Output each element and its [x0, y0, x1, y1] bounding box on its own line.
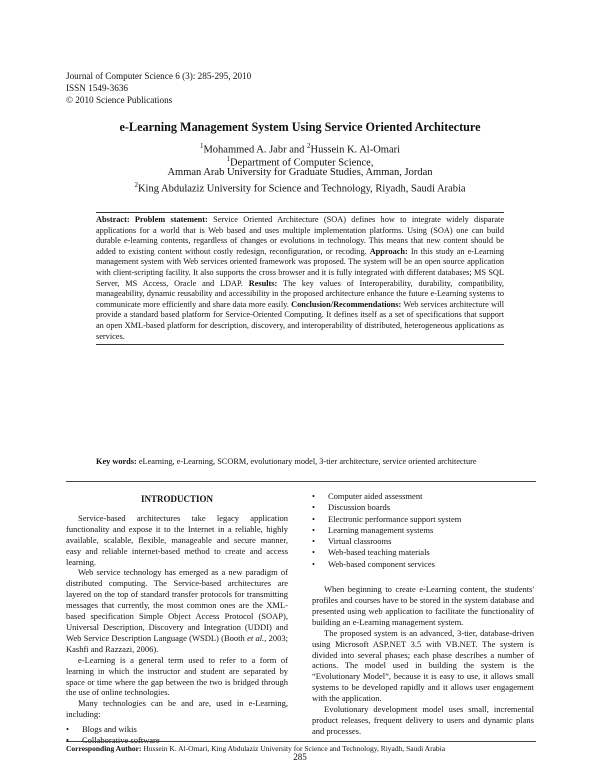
intro-p2-text: Web service technology has emerged as a new paradigm of distributed computing. The Service-based architectures are layered on the top of standard transfer protocols for transmitting messages that currently, the most common ones are the XML-based specification Simple Object Access Protocol (SOAP), Universal Description, Discovery and Integration (UDDI) and Web Service Description Language (WSDL) (Booth: [66, 567, 288, 643]
abstract-results-label: Results:: [248, 278, 278, 288]
abstract-approach-text: In this study an e-Learning management system with Web services oriented framework was proposed. The system will be an open source application with client-scripting facility. It also supports the cross browser and it is fully integrated with different databases; MS SQL Server, MS Access, Oracle and LDAP.: [96, 246, 504, 288]
list-item: • Blogs and wikis: [66, 724, 288, 735]
section-heading-introduction: INTRODUCTION: [140, 494, 213, 504]
list-item: • Electronic performance support system: [312, 514, 534, 525]
aff1-line1: Department of Computer Science,: [230, 157, 374, 169]
abstract-problem-label: Abstract: Problem statement:: [96, 215, 208, 224]
aff2-sup: 2: [134, 181, 138, 189]
body-paragraph-1: When beginning to create e-Learning content, the students' profiles and courses have to be stored in the system database and presented using web application to facilitate the functionality of building an e-Learning management system.: [312, 584, 534, 627]
abstract-conclusion-text: Web services architecture will provide a standard based platform for Service-Oriented Computing. It defines itself as a set of specifications that support an open XML-based platform for description, discovery, and interoperability of distributed, heterogeneous applications as services.: [96, 299, 504, 341]
abstract-results-text: The key values of Interoperability, durability, compatibility, manageability, dynamic reusability and accessibility in the proposed architecture enhance the future e-Learning systems to communicate more efficiently and share data more easily.: [96, 278, 504, 309]
keywords-text: eLearning, e-Learning, SCORM, evolutionary model, 3-tier architecture, service oriented architecture: [138, 457, 477, 466]
corresponding-author-label: Corresponding Author:: [66, 744, 142, 753]
keywords: [96, 457, 504, 468]
list-item: • Discussion boards: [312, 502, 534, 513]
body-paragraph-3: Evolutionary development model uses small, incremental product releases, frequent delivery to users and dynamic plans and processes.: [312, 704, 534, 736]
intro-p2-italic: et al.: [247, 632, 265, 643]
list-item: • Computer aided assessment: [312, 491, 534, 502]
intro-paragraph-2: [66, 567, 288, 654]
aff1-sup: 1: [226, 155, 231, 163]
intro-paragraph-4: Many technologies can be and are, used in e-Learning, including:: [66, 698, 288, 720]
paper-title: e-Learning Management System Using Service Oriented Architecture: [119, 120, 481, 134]
abstract-conclusion-label: Conclusion/Recommendations:: [291, 299, 402, 309]
intro-paragraph-3: e-Learning is a general term used to refer to a form of learning in which the instructor and student are separated by space or time where the gap between the two is bridged through the use of online technologies.: [66, 654, 288, 698]
journal-citation: Journal of Computer Science 6 (3): 285-295, 2010: [66, 71, 252, 81]
list-item: • Virtual classrooms: [312, 536, 534, 547]
intro-p2-cite: , 2003; Kashfi and Razzazi, 2006).: [66, 632, 288, 654]
aff2: King Abdulaziz University for Science and Technology, Riyadh, Saudi Arabia: [137, 183, 466, 195]
list-item: • Web-based teaching materials: [312, 547, 534, 558]
author1: Mohammed A. Jabr and: [203, 144, 307, 156]
abstract-problem-text: Service Oriented Architecture (SOA) defines how to integrate widely disparate applications for a world that is Web based and uses multiple implementation platforms. Using (SOA) one can build durable e-learning contents, regardless of changes or evolutions in technology. This means that new content should be added to existing content without costly redesign, reconfiguration, or recoding.: [96, 215, 504, 256]
intro-paragraph-1: Service-based architectures take legacy application functionality and expose it to the Internet in a reliable, highly available, scalable, flexible, manageable and secure manner, easy and reliable internet-based method to create and access learning.: [66, 512, 288, 567]
left-column: [66, 494, 288, 747]
abstract-box: [96, 212, 504, 345]
author1-sup: 1: [199, 142, 204, 150]
issn: ISSN 1549-3636: [66, 83, 129, 93]
right-column: [312, 491, 534, 737]
author2-sup: 2: [306, 142, 311, 150]
abstract-approach-label: Approach:: [369, 246, 408, 256]
technology-list-right: [312, 491, 534, 570]
author2: Hussein K. Al-Omari: [310, 144, 401, 156]
list-item: • Web-based component services: [312, 559, 534, 570]
section-divider: [66, 481, 536, 482]
list-item: • Collaborative software: [66, 735, 288, 746]
copyright: © 2010 Science Publications: [66, 95, 173, 105]
list-item: • Learning management systems: [312, 525, 534, 536]
page-number: 285: [293, 752, 307, 762]
corresponding-author-text: Hussein K. Al-Omari, King Abdulaziz University for Science and Technology, Riyadh, Saudi Arabia: [141, 744, 446, 753]
body-paragraph-2: The proposed system is an advanced, 3-tier, database-driven using Microsoft ASP.NET 3.5 with VB.NET. The system is divided into several phases; each phase describes a number of actions. The model used in building the system is the “Evolutionary Model”, because it is easy to use, it allows small systems to be developed rapidly and it allows user engagement with the application.: [312, 627, 534, 704]
affiliation-2: [0, 179, 600, 196]
keywords-label: Key words:: [96, 457, 137, 466]
affiliation-1-line2: Amman Arab University for Graduate Studies, Amman, Jordan: [167, 167, 433, 178]
